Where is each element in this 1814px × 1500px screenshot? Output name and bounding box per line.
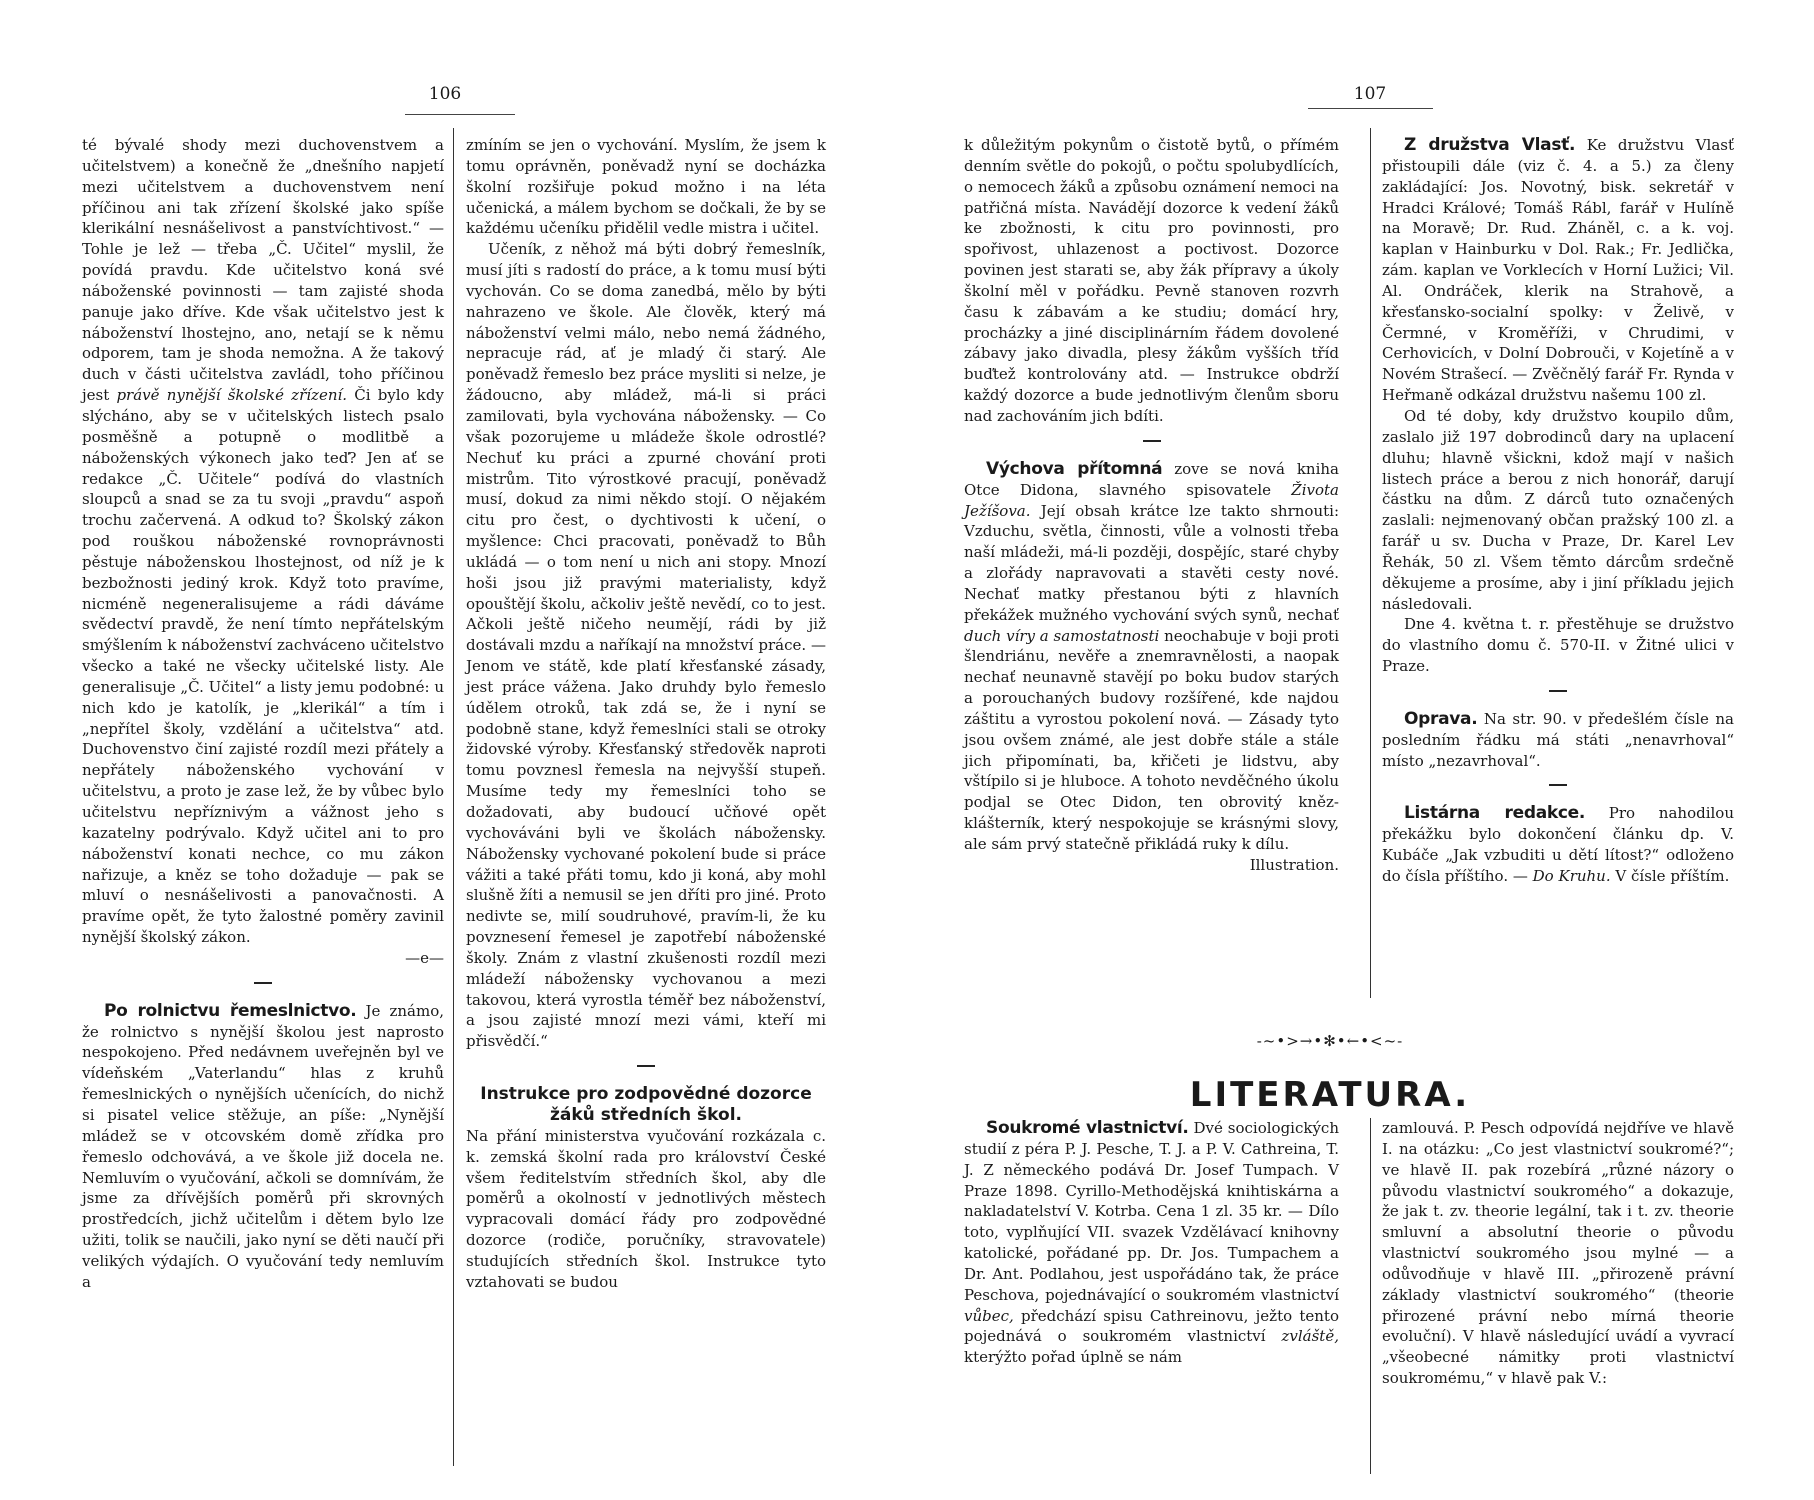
paragraph: Oprava. Na str. 90. v předešlém čísle na posledním řádku má státi „nenavrhoval“ místo „nezavrhoval“. xyxy=(1382,708,1734,770)
section-heading: Instrukce pro zodpovědné dozorce žáků středních škol. xyxy=(480,1084,812,1125)
section-heading: Oprava. xyxy=(1404,708,1478,729)
ornamental-divider: -~•>→•✻•←•<~- xyxy=(1256,1032,1404,1050)
paragraph: Výchova přítomná zove se nová kniha Otce Didona, slavného spisovatele Života Ježíšova. Její obsah krátce lze takto shrnouti: Vzduchu, světla, činnosti, vůle a volnosti třeba naší mládeži, má-li později, dospějíc, staré chyby a zlořády napravovati a stavěti cesty nové. Nechať matky přestanou býti z hlavních překážek mužného vychování svých synů, nechať duch víry a samostatnosti neochabuje v boji proti šlendriánu, nevěře a znemravnělosti, a naopak nechať neunavně stavějí po boku budov starých a porouchaných budovy rozšířené, kde najdou záštitu a vyrostou pokolení nová. — Zásady tyto jsou ovšem známé, ale jest dobře stále a stále jich připomínati, ba, křičeti je lidstvu, aby vštípilo si je hluboce. A tohoto nevděčného úkolu podjal se Otec Didon, ten obrovitý kněz-klášterník, který nespokojuje se krásnými slovy, ale sám prvý statečně přikládá ruky k dílu. xyxy=(964,458,1339,853)
header-rule-right xyxy=(1308,108,1433,109)
paragraph: Od té doby, kdy družstvo koupilo dům, zaslalo již 197 dobrodinců dary na uplacení dluhu; hlavně všickni, kdož mají v našich listech práce a berou z nich honorář, darují částku na dům. Z dárců tuto označených zaslali: nejmenovaný občan pražský 100 zl. a farář u sv. Ducha v Praze, Dr. Karel Lev Řehák, 50 zl. Všem těmto dárcům srdečně děkujeme a prosíme, aby i jiní příkladu jejich následovali. xyxy=(1382,406,1734,613)
section-heading: Listárna redakce. xyxy=(1404,803,1586,824)
paragraph: Dne 4. května t. r. přestěhuje se družstvo do vlastního domu č. 570-II. v Žitné ulici v Praze. xyxy=(1382,615,1734,676)
column-divider-left xyxy=(453,128,454,1466)
separator xyxy=(1382,777,1734,791)
section-heading: Po rolnictvu řemeslnictvo. xyxy=(104,1000,357,1021)
paragraph: Po rolnictvu řemeslnictvo. Je známo, že rolnictvo s nynější školou jest naprosto nespokojeno. Před nedávnem uveřejněn byl ve vídeňském „Vaterlandu“ hlas z kruhů řemeslnických o nynějších učenících, do nichž si pisatel velice stěžuje, an píše: „Nynější mládež se v otcovském domě zřídka pro řemeslo odchovává, a ve škole již docela ne. Nemluvím o vyučování, ačkoli se domnívám, že jsme za dřívějších poměrů při skrovných prostředcích, jichž učitelům i dětem bylo lze užiti, tolik se naučili, jako nyní se děti naučí při velikých výdajích. O vyučování tedy nemluvím a xyxy=(82,1000,444,1291)
separator xyxy=(1382,683,1734,697)
separator xyxy=(466,1058,826,1072)
separator xyxy=(964,433,1339,447)
emphasis: duch víry a samostatnosti xyxy=(964,626,1160,645)
paragraph: zmíním se jen o vychování. Myslím, že jsem k tomu oprávněn, poněvadž nyní se docházka školní rozšiřuje pokud možno i na léta učenická, a málem bychom se dočkali, že by se každému učeníku přidělil vedle mistra i učitel. xyxy=(466,136,826,238)
page-number-left: 106 xyxy=(428,84,462,104)
paragraph: Instrukce pro zodpovědné dozorce žáků středních škol. Na přání ministerstva vyučování rozkázala c. k. zemská školní rada pro království České všem ředitelstvím středních škol, aby dle poměrů a okolností v jednotlivých městech vypracovali domácí řády pro zodpovědné dozorce (rodiče, poručníky, stravovatele) studujících středních škol. Instrukce tyto vztahovati se budou xyxy=(466,1084,826,1291)
paragraph: k důležitým pokynům o čistotě bytů, o přímém denním světle do pokojů, o počtu spolubydlících, o nemocech žáků a způsobu oznámení nemoci na patřičná místa. Navádějí dozorce k vedení žáků ke zbožnosti, k citu pro povinnosti, pro spořivost, uhlazenost a poctivost. Dozorce povinen jest starati se, aby žák přípravy a úkoly školní měl v pořádku. Pevně stanoven rozvrh času k zábavám a ke studiu; domácí hry, procházky a jiné disciplinárním řádem dovolené zábavy jako divadla, plesy žákům vyšších tříd buďtež kontrolovány atd. — Instrukce obdrží každý dozorce a bude jednotlivým členům sboru nad zachováním jich bdíti. xyxy=(964,136,1339,425)
emphasis: vůbec, xyxy=(964,1306,1014,1325)
section-heading: Výchova přítomná xyxy=(986,458,1163,479)
separator xyxy=(82,975,444,989)
column-3 xyxy=(964,135,1339,876)
emphasis: právě nynější školské zřízení. xyxy=(116,386,348,405)
section-title-literatura: LITERATURA. xyxy=(1189,1075,1471,1115)
paragraph: Soukromé vlastnictví. Dvé sociologických studií z péra P. J. Pesche, T. J. a P. V. Cathreina, T. J. Z německého podává Dr. Josef Tumpach. V Praze 1898. Cyrillo-Methodějská knihtiskárna a nakladatelství V. Kotrba. Cena 1 zl. 35 kr. — Dílo toto, vyplňující VII. svazek Vzdělávací knihovny katolické, pořádané pp. Dr. Jos. Tumpachem a Dr. Ant. Podlahou, jest uspořádáno tak, že práce Peschova, pojednávající o soukromém vlastnictví vůbec, předchází spisu Cathreinovu, ježto tento pojednává o soukromém vlastnictví zvláště, kterýžto pořad úplně se nám xyxy=(964,1118,1339,1367)
paragraph: té bývalé shody mezi duchovenstvem a učitelstvem) a konečně že „dnešního napjetí mezi učitelstvem a duchovenstvem není příčinou ani tak zřízení školské jako spíše klerikální nesnášelivost a panstvíchtivost.“ — Tohle je lež — třeba „Č. Učitel“ myslil, že povídá pravdu. Kde učitelstvo koná své náboženské povinnosti — tam zajisté shoda panuje jako dříve. Kde však učitelstvo jest k náboženství lhostejno, ano, netají se k němu odporem, tam je shoda nemožna. A že takový duch v části učitelstva zavládl, toho příčinou jest právě nynější školské zřízení. Či bylo kdy slýcháno, aby se v učitelských listech psalo posměšně a potupně o modlitbě a náboženských výkonech jako teď? Jen ať se redakce „Č. Učitele“ podívá do vlastních sloupců a snad se za tu svoji „pravdu“ aspoň trochu začervená. A odkud to? Školský zákon pod rouškou náboženské rovnoprávnosti pěstuje náboženskou lhostejnost, od níž je k bezbožnosti jediný krok. Když toto pravíme, nicméně negeneralisujeme a rádi dáváme svědectví pravdě, že není tímto nepřátelským smýšlením k náboženství zachváceno učitelstvo všecko a také ne všecky učitelské listy. Ale generalisuje „Č. Učitel“ a listy jemu podobné: u nich kdo je katolík, je „klerikál“ a tím i „nepřítel školy, vzdělání a učitelstva“ atd. Duchovenstvo činí zajisté rozdíl mezi přátely a nepřátely náboženského vychování v učitelstvu, a proto je zase lež, že by vůbec bylo učitelstvu nepříznivým a vážnost jeho s kazatelny podrývalo. Když učitel ani to pro náboženství konati nechce, co mu zákon nařizuje, a kněz se toho dožaduje — pak se mluví o nesnášelivosti a panovačnosti. A pravíme opět, že tyto žalostné poměry zavinil nynější školský zákon. xyxy=(82,136,444,947)
signature: —e— xyxy=(405,948,444,967)
emphasis: zvláště, xyxy=(1281,1327,1339,1346)
column-divider-right xyxy=(1370,128,1371,998)
paragraph: Učeník, z něhož má býti dobrý řemeslník, musí jíti s radostí do práce, a k tomu musí býti vychován. Co se doma zanedbá, mělo by býti nahrazeno ve škole. Ale člověk, který má náboženství velmi málo, nebo nemá žádného, nepracuje rád, ať je mladý či starý. Ale poněvadž řemeslo bez práce mysliti si nelze, je žádoucno, aby mládež, má-li si práci zamilovati, byla vychována nábožensky. — Co však pozorujeme u mládeže škole odrostlé? Nechuť ku práci a zpurné chování proti mistrům. Tito výrostkové pracují, poněvadž musí, dokud za nimi někdo stojí. O nějakém citu pro čest, o dychtivosti k učení, o myšlence: Chci pracovati, poněvadž to Bůh ukládá — o tom není u nich ani stopy. Mnozí hoši jsou již pravými materialisty, když opouštějí školu, ačkoliv ještě nevědí, co to jest. Ačkoli ještě ničeho neumějí, rádi by již dostávali mzdu a naříkají na množství práce. — Jenom ve státě, kde platí křesťanské zásady, jest práce vážena. Jako druhdy bylo řemeslo údělem otroků, tak zdá se, že i nyní se podobně stane, když řemeslníci stali se otroky židovské výroby. Křesťanský středověk naproti tomu povznesl řemesla na nejvyšší stupeň. Musíme tedy my řemeslníci toho se dožadovati, aby budoucí učňové opět vychováváni byli ve školách nábožensky. Nábožensky vychované pokolení bude si práce vážiti a také přáti tomu, kdo ji koná, aby mohl slušně žíti a nemusil se jen dříti pro jiné. Proto nedivte se, milí soudruhové, pravím-li, že ku povznesení řemesel je zapotřebí náboženské školy. Znám z vlastní zkušenosti rozdíl mezi mládeží nábožensky vychovanou a mezi takovou, která vyrostla téměř bez náboženství, a jsou zajisté mnozí mezi vámi, kteří mi přisvědčí.“ xyxy=(466,240,826,1051)
section-heading: Soukromé vlastnictví. xyxy=(986,1118,1189,1138)
column-divider-literatura xyxy=(1370,1118,1371,1474)
column-1 xyxy=(82,135,444,1293)
column-4 xyxy=(1382,135,1734,887)
paragraph: zamlouvá. P. Pesch odpovídá nejdříve ve hlavě I. na otázku: „Co jest vlastnictví soukromé?“; ve hlavě II. pak rozebírá „různé názory o původu vlastnictví soukromého“ a dokazuje, že jak t. zv. theorie legální, tak i t. zv. theorie smluvní a absolutní theorie o původu vlastnictví soukromého jsou mylné — a odůvodňuje v hlavě III. „přirozeně právní základy vlastnictví soukromého“ (theorie přirozené právní nebo mírná theorie evoluční). V hlavě následující uvádí a vyvrací „všeobecné námitky proti vlastnictví soukromému,“ v hlavě pak V.: xyxy=(1382,1119,1734,1388)
page-number-right: 107 xyxy=(1353,84,1387,104)
paragraph: Listárna redakce. Pro nahodilou překážku bylo dokončení článku dp. V. Kubáče „Jak vzbuditi u dětí lítost?“ odloženo do čísla příštího. — Do Kruhu. V čísle příštím. xyxy=(1382,803,1734,885)
emphasis: Života Ježíšova. xyxy=(964,480,1339,520)
column-literatura-right xyxy=(1382,1118,1734,1389)
source-credit: Illustration. xyxy=(1249,855,1339,874)
header-rule-left xyxy=(405,114,515,115)
emphasis: Do Kruhu. xyxy=(1532,867,1611,885)
section-heading: Z družstva Vlasť. xyxy=(1404,135,1576,155)
column-2 xyxy=(466,135,826,1293)
paragraph: Z družstva Vlasť. Ke družstvu Vlasť přistoupili dále (viz č. 4. a 5.) za členy zakládající: Jos. Novotný, bisk. sekretář v Hradci Králové; Tomáš Rábl, farář v Hulíně na Moravě; Dr. Rud. Zháněl, c. a k. voj. kaplan v Hainburku v Dol. Rak.; Fr. Jedlička, zám. kaplan ve Vorklecích v Horní Lužici; Vil. Al. Ondráček, klerik na Strahově, a křesťansko-socialní spolky: v Želivě, v Čermné, v Kroměříži, v Chrudimi, v Cerhovicích, v Dolní Dobrouči, v Kojetíně a v Novém Strašecí. — Zvěčnělý farář Fr. Rynda v Heřmaně odkázal družstvu našemu 100 zl. xyxy=(1382,135,1734,405)
column-literatura-left xyxy=(964,1118,1339,1368)
